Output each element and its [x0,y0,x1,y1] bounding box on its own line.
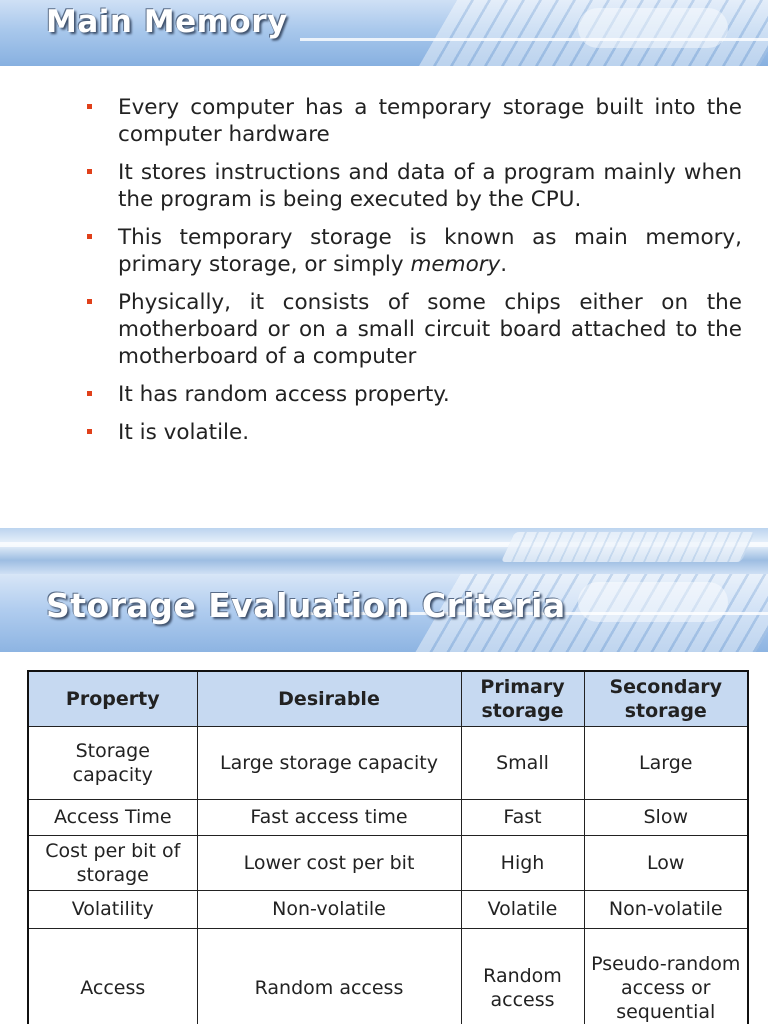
table-cell: Cost per bit of storage [28,835,197,890]
table-cell: Volatility [28,890,197,928]
bullet-item [82,381,742,408]
bullet-square-icon [87,299,92,304]
column-header: Secondary storage [584,671,748,726]
criteria-table [27,670,749,1024]
bullet-text: Physically, it consists of some chips either on the motherboard or on a small circuit board attached to the motherboard of a computer [118,290,742,369]
table-cell: Fast access time [197,799,461,835]
bullet-text: It is volatile. [118,420,250,445]
slide-storage-evaluation [0,574,768,1024]
table-cell: High [461,835,584,890]
bullet-item [82,419,742,446]
table-cell: Pseudo-random access or sequential [584,928,748,1024]
mouse-graphic [578,8,728,48]
bullet-text: It has random access property. [118,382,450,407]
slide-header [0,0,768,66]
keyboard-graphic [501,532,755,562]
slide-header [0,574,768,652]
table-cell: Non-volatile [197,890,461,928]
table-row [28,890,748,928]
bullet-square-icon [87,391,92,396]
mouse-graphic [578,582,728,622]
table-row [28,928,748,1024]
criteria-table-wrapper [27,670,749,1024]
column-header: Desirable [197,671,461,726]
bullet-square-icon [87,104,92,109]
table-cell: Large storage capacity [197,726,461,799]
bullet-item [82,94,742,148]
bullet-square-icon [87,234,92,239]
emphasis-text: memory [410,252,501,277]
table-cell: Large [584,726,748,799]
bullet-item [82,224,742,278]
column-header: Property [28,671,197,726]
bullet-square-icon [87,429,92,434]
slide-divider [0,528,768,574]
table-cell: Low [584,835,748,890]
table-row [28,726,748,799]
bullet-item [82,159,742,213]
slide-title: Main Memory [46,4,288,40]
table-cell: Volatile [461,890,584,928]
table-cell: Random access [461,928,584,1024]
table-cell: Storage capacity [28,726,197,799]
table-row [28,799,748,835]
table-cell: Lower cost per bit [197,835,461,890]
bullet-text: This temporary storage is known as main memory, primary storage, or simply memory. [118,225,742,277]
bullet-list [82,94,742,457]
table-cell: Fast [461,799,584,835]
slide-title: Storage Evaluation Criteria [46,586,566,625]
table-cell: Access Time [28,799,197,835]
bullet-text: Every computer has a temporary storage built into the computer hardware [118,95,742,147]
header-line [300,38,768,41]
bullet-item [82,289,742,370]
table-cell: Slow [584,799,748,835]
table-cell: Small [461,726,584,799]
column-header: Primary storage [461,671,584,726]
table-cell: Random access [197,928,461,1024]
table-header-row [28,671,748,726]
table-cell: Non-volatile [584,890,748,928]
table-cell: Access [28,928,197,1024]
bullet-square-icon [87,169,92,174]
table-row [28,835,748,890]
bullet-text: It stores instructions and data of a program mainly when the program is being executed by the CPU. [118,160,742,212]
